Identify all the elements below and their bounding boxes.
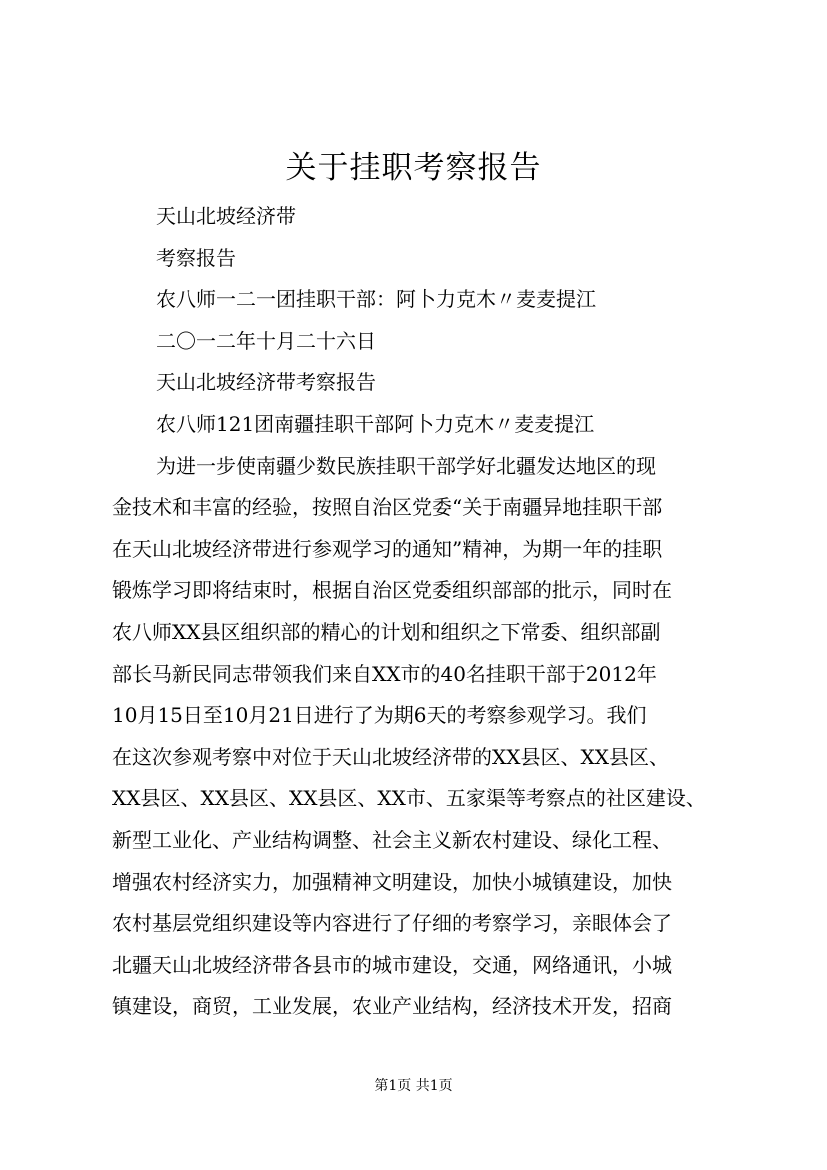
body-line: 在天山北坡经济带进行参观学习的通知”精神，为期一年的挂职 <box>112 536 663 561</box>
body-line: 镇建设，商贸，工业发展，农业产业结构，经济技术开发，招商 <box>112 994 672 1019</box>
body-line: 增强农村经济实力，加强精神文明建设，加快小城镇建设，加快 <box>112 869 672 894</box>
header-line: 天山北坡经济带考察报告 <box>156 370 376 395</box>
document-title: 关于挂职考察报告 <box>285 150 542 186</box>
header-line: 农八师121团南疆挂职干部阿卜力克木〃麦麦提江 <box>156 411 595 436</box>
body-line: XX县区、XX县区、XX县区、XX市、五家渠等考察点的社区建设、 <box>112 786 706 811</box>
document-body <box>112 196 740 1028</box>
body-line: 农八师XX县区组织部的精心的计划和组织之下常委、组织部副 <box>112 619 661 644</box>
body-line: 为进一步使南疆少数民族挂职干部学好北疆发达地区的现 <box>156 453 656 478</box>
body-line: 在这次参观考察中对位于天山北坡经济带的XX县区、XX县区、 <box>112 744 669 769</box>
body-line: 新型工业化、产业结构调整、社会主义新农村建设、绿化工程、 <box>112 827 672 852</box>
body-line: 10月15日至10月21日进行了为期6天的考察参观学习。我们 <box>112 703 647 728</box>
body-line: 部长马新民同志带领我们来自XX市的40名挂职干部于2012年 <box>112 661 657 686</box>
body-line: 锻炼学习即将结束时，根据自治区党委组织部部的批示，同时在 <box>112 578 672 603</box>
header-line: 二〇一二年十月二十六日 <box>156 328 376 353</box>
body-line: 北疆天山北坡经济带各县市的城市建设，交通，网络通讯，小城 <box>112 952 672 977</box>
header-line: 考察报告 <box>156 245 236 270</box>
header-line: 天山北坡经济带 <box>156 204 296 228</box>
body-line: 农村基层党组织建设等内容进行了仔细的考察学习，亲眼体会了 <box>112 911 672 936</box>
body-line: 金技术和丰富的经验，按照自治区党委“关于南疆异地挂职干部 <box>112 495 663 520</box>
page-number: 第1页 共1页 <box>374 1078 453 1094</box>
header-line: 农八师一二一团挂职干部：阿卜力克木〃麦麦提江 <box>156 287 596 312</box>
